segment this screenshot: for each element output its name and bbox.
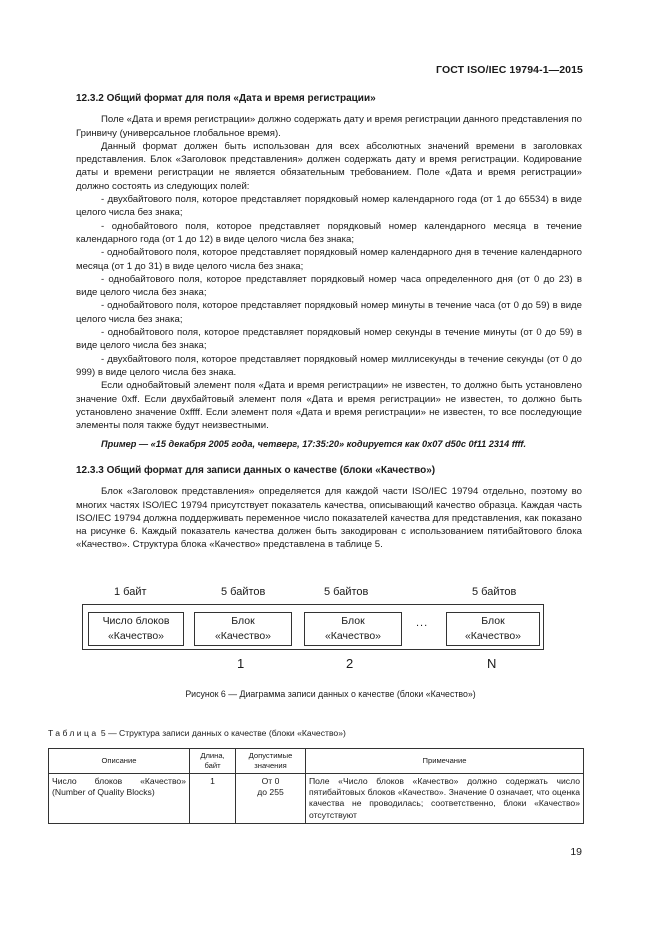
section-title: 12.3.2 Общий формат для поля «Дата и время регистрации»	[76, 93, 376, 104]
list-item: - однобайтового поля, которое представляет порядковый номер часа определенного дня (от 0 до 23) в виде целого числа без знака;	[76, 273, 582, 299]
column-header: Примечание	[306, 749, 584, 774]
table-caption	[48, 728, 346, 738]
block-index: N	[487, 656, 497, 671]
paragraph: Блок «Заголовок представления» определяется для каждой части ISO/IEC 19794 отдельно, поэтому во многих частях ISO/IEC 19794 присутствует показатель качества, описывающий качество образца. Каждая часть ISO/IEC 19794 должна поддерживать переменное число показателей качества для представления, как показано на рисунке 6. Каждый показатель качества должен быть закодирован с использованием пятибайтового блока «Качество». Структура блока «Качество» представлена в таблице 5.	[76, 486, 582, 551]
quality-block	[194, 612, 292, 646]
size-label: 5 байтов	[472, 586, 517, 598]
block-index: 2	[346, 656, 354, 671]
block-line: «Качество»	[214, 630, 272, 642]
quality-record-table	[48, 748, 584, 824]
page-number: 19	[570, 846, 582, 858]
list-item: - однобайтового поля, которое представляет порядковый номер минуты в течение часа (от 0 до 59) в виде целого числа без знака;	[76, 300, 582, 325]
example-note: Пример — «15 декабря 2005 года, четверг, 17:35:20» кодируется как 0x07 d50c 0f11 2314 ffff.	[101, 439, 527, 450]
list-item: - однобайтового поля, которое представляет порядковый номер секунды в течение минуты (от 0 до 59) в виде целого числа без знака;	[76, 327, 582, 352]
table-row	[49, 774, 584, 824]
table-label: Таблица	[48, 728, 99, 738]
paragraph: Если однобайтовый элемент поля «Дата и время регистрации» не известен, то должно быть установлено значение 0xff. Если двухбайтовый элемент поля «Дата и время регистрации» не известен, то должно быть установлено значение 0xffff. Если элемент поля «Дата и время регистрации» не известен, то все последующие элементы поля также будут неизвестными.	[76, 380, 582, 432]
standard-header: ГОСТ ISO/IEC 19794-1—2015	[436, 64, 583, 76]
block-line: «Качество»	[107, 630, 165, 642]
section-12-3-2	[76, 92, 582, 452]
quality-block-diagram	[78, 586, 588, 676]
block-line: Число блоков	[102, 615, 170, 627]
list-item: - однобайтового поля, которое представляет порядковый номер календарного месяца в течение календарного года (от 1 до 12) в виде целого числа без знака;	[76, 220, 582, 245]
section-title: 12.3.3 Общий формат для записи данных о качестве (блоки «Качество»)	[76, 465, 436, 476]
description-text: (Number of Quality Blocks)	[52, 787, 155, 798]
block-line: Блок	[231, 615, 255, 627]
valid-values-cell	[236, 774, 306, 824]
list-item: - двухбайтового поля, которое представляет порядковый номер календарного года (от 1 до 65534) в виде целого числа без знака;	[76, 194, 582, 219]
ellipsis: ...	[416, 617, 429, 629]
column-header: Допустимые значения	[236, 749, 306, 774]
table-header-row	[49, 749, 584, 774]
section-12-3-3	[76, 464, 582, 552]
quality-block	[446, 612, 540, 646]
size-label: 5 байтов	[324, 586, 369, 598]
list-item: - двухбайтового поля, которое представляет порядковый номер миллисекунды в течение секунды (от 0 до 999) в виде целого числа без знака.	[76, 353, 582, 378]
size-label: 1 байт	[114, 586, 147, 598]
valid-value: От 0	[261, 776, 280, 786]
size-label: 5 байтов	[221, 586, 266, 598]
table-title: — Структура записи данных о качестве (блоки «Качество»)	[108, 728, 346, 738]
length-cell: 1	[190, 774, 236, 824]
list-item: - однобайтового поля, которое представляет порядковый номер календарного дня в течение календарного месяца (от 1 до 31) в виде целого числа без знака;	[76, 247, 582, 272]
description-text: Число блоков «Качество»	[52, 776, 186, 786]
column-header: Длина, байт	[190, 749, 236, 774]
valid-value: до 255	[257, 787, 284, 798]
figure-caption: Рисунок 6 — Диаграмма записи данных о качестве (блоки «Качество»)	[185, 689, 476, 699]
column-header: Описание	[49, 749, 190, 774]
paragraph: Поле «Дата и время регистрации» должно содержать дату и время регистрации данного представления по Гринвичу (универсальное глобальное время).	[76, 114, 582, 139]
note-cell: Поле «Число блоков «Качество» должно содержать число пятибайтовых блоков «Качество». Значение 0 означает, что оценка качества не проводилась; соответственно, блоки «Качество» отсутствуют	[306, 774, 584, 824]
block-line: «Качество»	[464, 630, 522, 642]
block-line: Блок	[481, 615, 505, 627]
block-line: Блок	[341, 615, 365, 627]
paragraph: Данный формат должен быть использован для всех абсолютных значений времени в заголовках представления. Блок «Заголовок представления» должен содержать дату и время регистрации. Кодирование даты и времени регистрации не является обязательным требованием. Поле «Дата и время регистрации» должно состоять из следующих полей:	[76, 140, 582, 192]
block-line: «Качество»	[324, 630, 382, 642]
description-cell	[49, 774, 190, 824]
quality-block	[304, 612, 402, 646]
count-block	[88, 612, 184, 646]
table-number: 5	[100, 728, 106, 738]
block-index: 1	[237, 656, 245, 671]
